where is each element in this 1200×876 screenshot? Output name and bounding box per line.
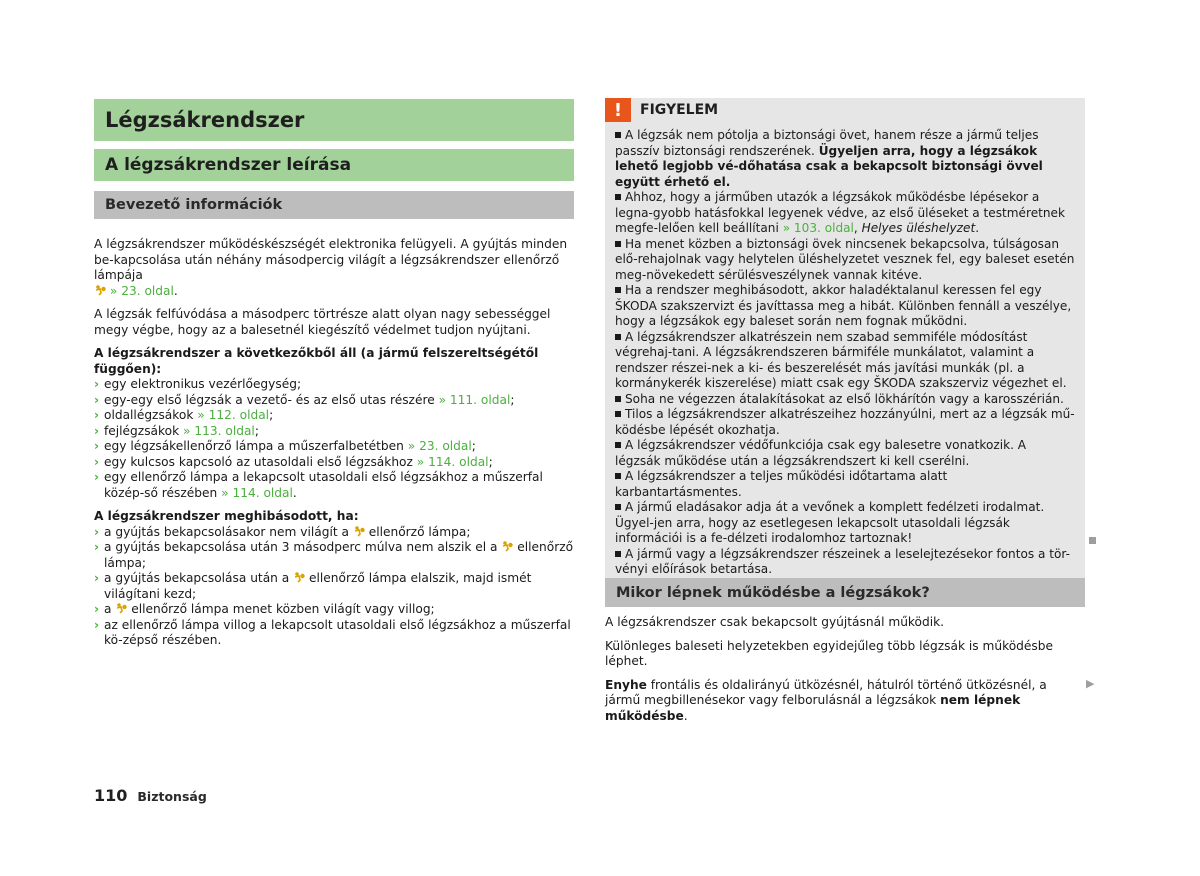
list-item [94,602,574,618]
warning-header [605,98,1075,122]
chevron-right-icon: › [94,392,100,407]
chevron-right-icon: › [94,617,100,632]
punct: ; [488,454,493,469]
right-paragraph-2: Különleges baleseti helyzetekben egyidejűleg több légzsák is működésbe léphet. [605,638,1054,668]
page-link[interactable]: » 112. oldal [197,408,270,422]
intro-paragraph [94,237,574,299]
warning-text: A légzsákrendszer alkatrészein nem szabad semmiféle módosítást végrehaj-tani. A légzsákrendszeren bármiféle munkálatot, valamint a rendszer részei-nek a ki- és beszerelését más javítási munkák (pl. a kormánykerék kiszerelése) miatt csak egy ŠKODA szakszerviz végezhet el. [615,329,1067,390]
bullet-square-icon [615,442,621,448]
warning-text: Ha a rendszer meghibásodott, akkor haladéktalanul keressen fel egy ŠKODA szakszervizt és javíttassa meg a hibát. Különben fennáll a veszélye, hogy a légzsákok egy baleset során nem fognak működni. [615,283,1072,328]
list-item-text: fejlégzsákok [104,423,180,438]
warning-item [615,330,1075,392]
airbag-warning-icon [501,540,513,552]
page-link[interactable]: » 113. oldal [183,423,255,438]
chapter-title: Légzsákrendszer [94,99,574,141]
punct: ; [510,392,515,407]
section-title: A légzsákrendszer leírása [94,149,574,181]
punct: ; [269,408,274,422]
right-text [605,615,1085,724]
warning-item [615,128,1075,190]
chevron-right-icon: › [94,602,100,616]
chevron-right-icon: › [94,470,100,484]
warning-item [615,283,1075,330]
list1-heading [94,346,574,377]
punct: . [975,221,980,235]
bullet-square-icon [615,551,621,557]
subsection-title-2: Mikor lépnek működésbe a légzsákok? [605,578,1085,607]
page-number: 110 [94,786,128,805]
bold-text: Enyhe [605,677,647,692]
list-item-text: az ellenőrző lámpa villog a lekapcsolt utasoldali első légzsákhoz a műszerfal kö-zépső részében. [104,617,571,647]
bullet-square-icon [615,411,621,417]
list-item-text: egy légzsákellenőrző lámpa a műszerfalbetétben [104,439,404,453]
warning-text: A légzsákrendszer a teljes működési időtartama alatt karbantartásmentes. [615,469,948,499]
bullet-square-icon [615,287,621,293]
list-item [94,455,574,471]
bullet-square-icon [615,334,621,340]
chevron-right-icon: › [94,377,100,391]
bullet-square-icon [615,396,621,402]
punct: . [173,283,178,298]
subsection-title: Bevezető információk [94,191,574,219]
section-end-marker [1089,537,1096,544]
warning-text: Ha menet közben a biztonsági övek nincsenek bekapcsolva, túlságosan elő-rehajolnak vagy helytelen üléshelyzetet vesznek fel, egy baleset esetén meg-növekedett sérülésveszélynek vannak kitéve. [615,236,1075,282]
warning-text: Soha ne végezzen átalakításokat az első lökhárítón vagy a karosszérián. [625,391,1064,406]
warning-text: A jármű vagy a légzsákrendszer részeinek a leselejtezésekor fontos a tör-vényi előírások betartása. [615,546,1070,576]
right-column [605,98,1085,586]
malfunction-list [94,525,574,649]
intro-text: A légzsákrendszer működéskészségét elektronika felügyeli. A gyújtás minden be-kapcsolása után néhány másodpercig világít a légzsákrendszer ellenőrző lámpája [94,237,568,282]
list-item [94,525,574,541]
warning-body [615,128,1075,578]
airbag-warning-icon [94,284,106,296]
list-item-text: ellenőrző lámpa; [104,540,574,570]
bold-text: nem lépnek működésbe [605,693,1021,723]
page-link[interactable]: » 23. oldal [407,439,472,453]
list-item [94,377,574,393]
deploy-paragraph: A légzsák felfúvódása a másodperc törtrésze alatt olyan nagy sebességgel megy végbe, hogy az a balesetnél kiegészítő védelmet tudjon nyújtani. [94,307,551,337]
warning-box [605,98,1085,586]
airbag-warning-icon [115,602,127,614]
list-item-text: ellenőrző lámpa elalszik, majd ismét világítani kezd; [104,571,532,601]
list-item-text: ellenőrző lámpa; [368,524,471,539]
list-item-text: a gyújtás bekapcsolásakor nem világít a [104,524,349,539]
list-item-text: oldallégzsákok [104,408,194,422]
bullet-square-icon [615,241,621,247]
chevron-right-icon: › [94,408,100,422]
list-item [94,393,574,409]
list-item [94,408,574,424]
list-item-text: a gyújtás bekapcsolása után 3 másodperc múlva nem alszik el a [104,540,498,554]
list-item [94,540,574,571]
page-link[interactable]: » 114. oldal [416,454,489,469]
warning-text: A jármű eladásakor adja át a vevőnek a komplett fedélzeti irodalmat. Ügyel-jen arra, hogy az esetlegesen lekapcsolt utasoldali légzsák információi is a fe-délzeti irodalomhoz tartoznak! [615,500,1045,545]
punct: ; [471,439,476,453]
bullet-square-icon [615,504,621,510]
warning-item [615,190,1075,237]
text: frontális és oldalirányú ütközésnél, hátulról történő ütközésnél, a jármű megbillenésekor vagy felborulásnál a légzsákok [605,677,1047,707]
page-link[interactable]: » 23. oldal [109,283,174,298]
page-link[interactable]: » 114. oldal [221,485,293,500]
airbag-warning-icon [353,525,365,537]
warning-item [615,469,1075,500]
bullet-square-icon [615,132,621,138]
list-item [94,571,574,602]
chevron-right-icon: › [94,454,100,469]
chevron-right-icon: › [94,439,100,453]
warning-item [615,237,1075,284]
warning-item [615,392,1075,408]
warning-icon: ! [605,98,631,122]
warning-text: , [853,221,862,235]
list-item [94,439,574,455]
list-item-text: egy ellenőrző lámpa a lekapcsolt utasoldali első légzsákhoz a műszerfal közép-ső részében [104,470,543,500]
chevron-right-icon: › [94,540,100,554]
right-paragraph-1: A légzsákrendszer csak bekapcsolt gyújtásnál működik. [605,615,945,629]
chevron-right-icon: › [94,423,100,438]
warning-text: A légzsák nem pótolja a biztonsági övet, hanem része a jármű teljes passzív biztonsági rendszerének. [615,128,1039,158]
components-list [94,377,574,501]
punct: . [292,485,297,500]
bullet-square-icon [615,194,621,200]
footer-section: Biztonság [137,789,207,804]
warning-item [615,407,1075,438]
list-item-text: ellenőrző lámpa menet közben világít vagy villog; [131,602,435,616]
chevron-right-icon: › [94,571,100,585]
page-footer [94,786,207,805]
chevron-right-icon: › [94,524,100,539]
list-item-text: egy-egy első légzsák a vezető- és az első utas részére [104,392,435,407]
warning-text: A légzsákrendszer védőfunkciója csak egy balesetre vonatkozik. A légzsák működése után a légzsákrendszert ki kell cserélni. [615,438,1027,468]
warning-title: FIGYELEM [640,102,719,118]
list2-heading-text: A légzsákrendszer meghibásodott, ha: [94,509,359,523]
page-link[interactable]: » 103. oldal [782,221,854,235]
list-item-text: egy elektronikus vezérlőegység; [104,377,302,391]
list2-heading [94,509,574,525]
punct: ; [254,423,259,438]
right-paragraph-3 [605,678,1085,725]
list-item-text: a gyújtás bekapcsolása után a [104,571,290,585]
list-item-text: a [104,602,112,616]
page-link[interactable]: » 111. oldal [438,392,511,407]
airbag-warning-icon [293,571,305,583]
warning-text: Tilos a légzsákrendszer alkatrészeihez hozzányúlni, mert az a légzsák mű-ködésbe lépését okozhatja. [615,407,1075,437]
warning-text: Ahhoz, hogy a járműben utazók a légzsákok működésbe lépésekor a legna-gyobb hatásfokkal legyenek védve, az első üléseket a testméretnek megfe-lelően kell beállítani [615,190,1065,235]
list-item [94,424,574,440]
warning-italic-text: Helyes üléshelyzet [861,221,976,235]
list-item [94,470,574,501]
warning-item [615,500,1075,547]
punct: . [683,708,688,723]
list-item [94,618,574,649]
continue-arrow-icon: ▶ [1086,677,1095,690]
list-item-text: egy kulcsos kapcsoló az utasoldali első légzsákhoz [104,454,413,469]
list1-heading-text: A légzsákrendszer a következőkből áll (a jármű felszereltségétől függően): [94,346,539,376]
warning-item [615,438,1075,469]
bullet-square-icon [615,473,621,479]
warning-bold-text: Ügyeljen arra, hogy a légzsákok lehető legjobb vé-dőhatása csak a bekapcsolt biztonsági övvel együtt érhető el. [615,143,1043,189]
left-column [94,99,574,649]
warning-item [615,547,1075,578]
